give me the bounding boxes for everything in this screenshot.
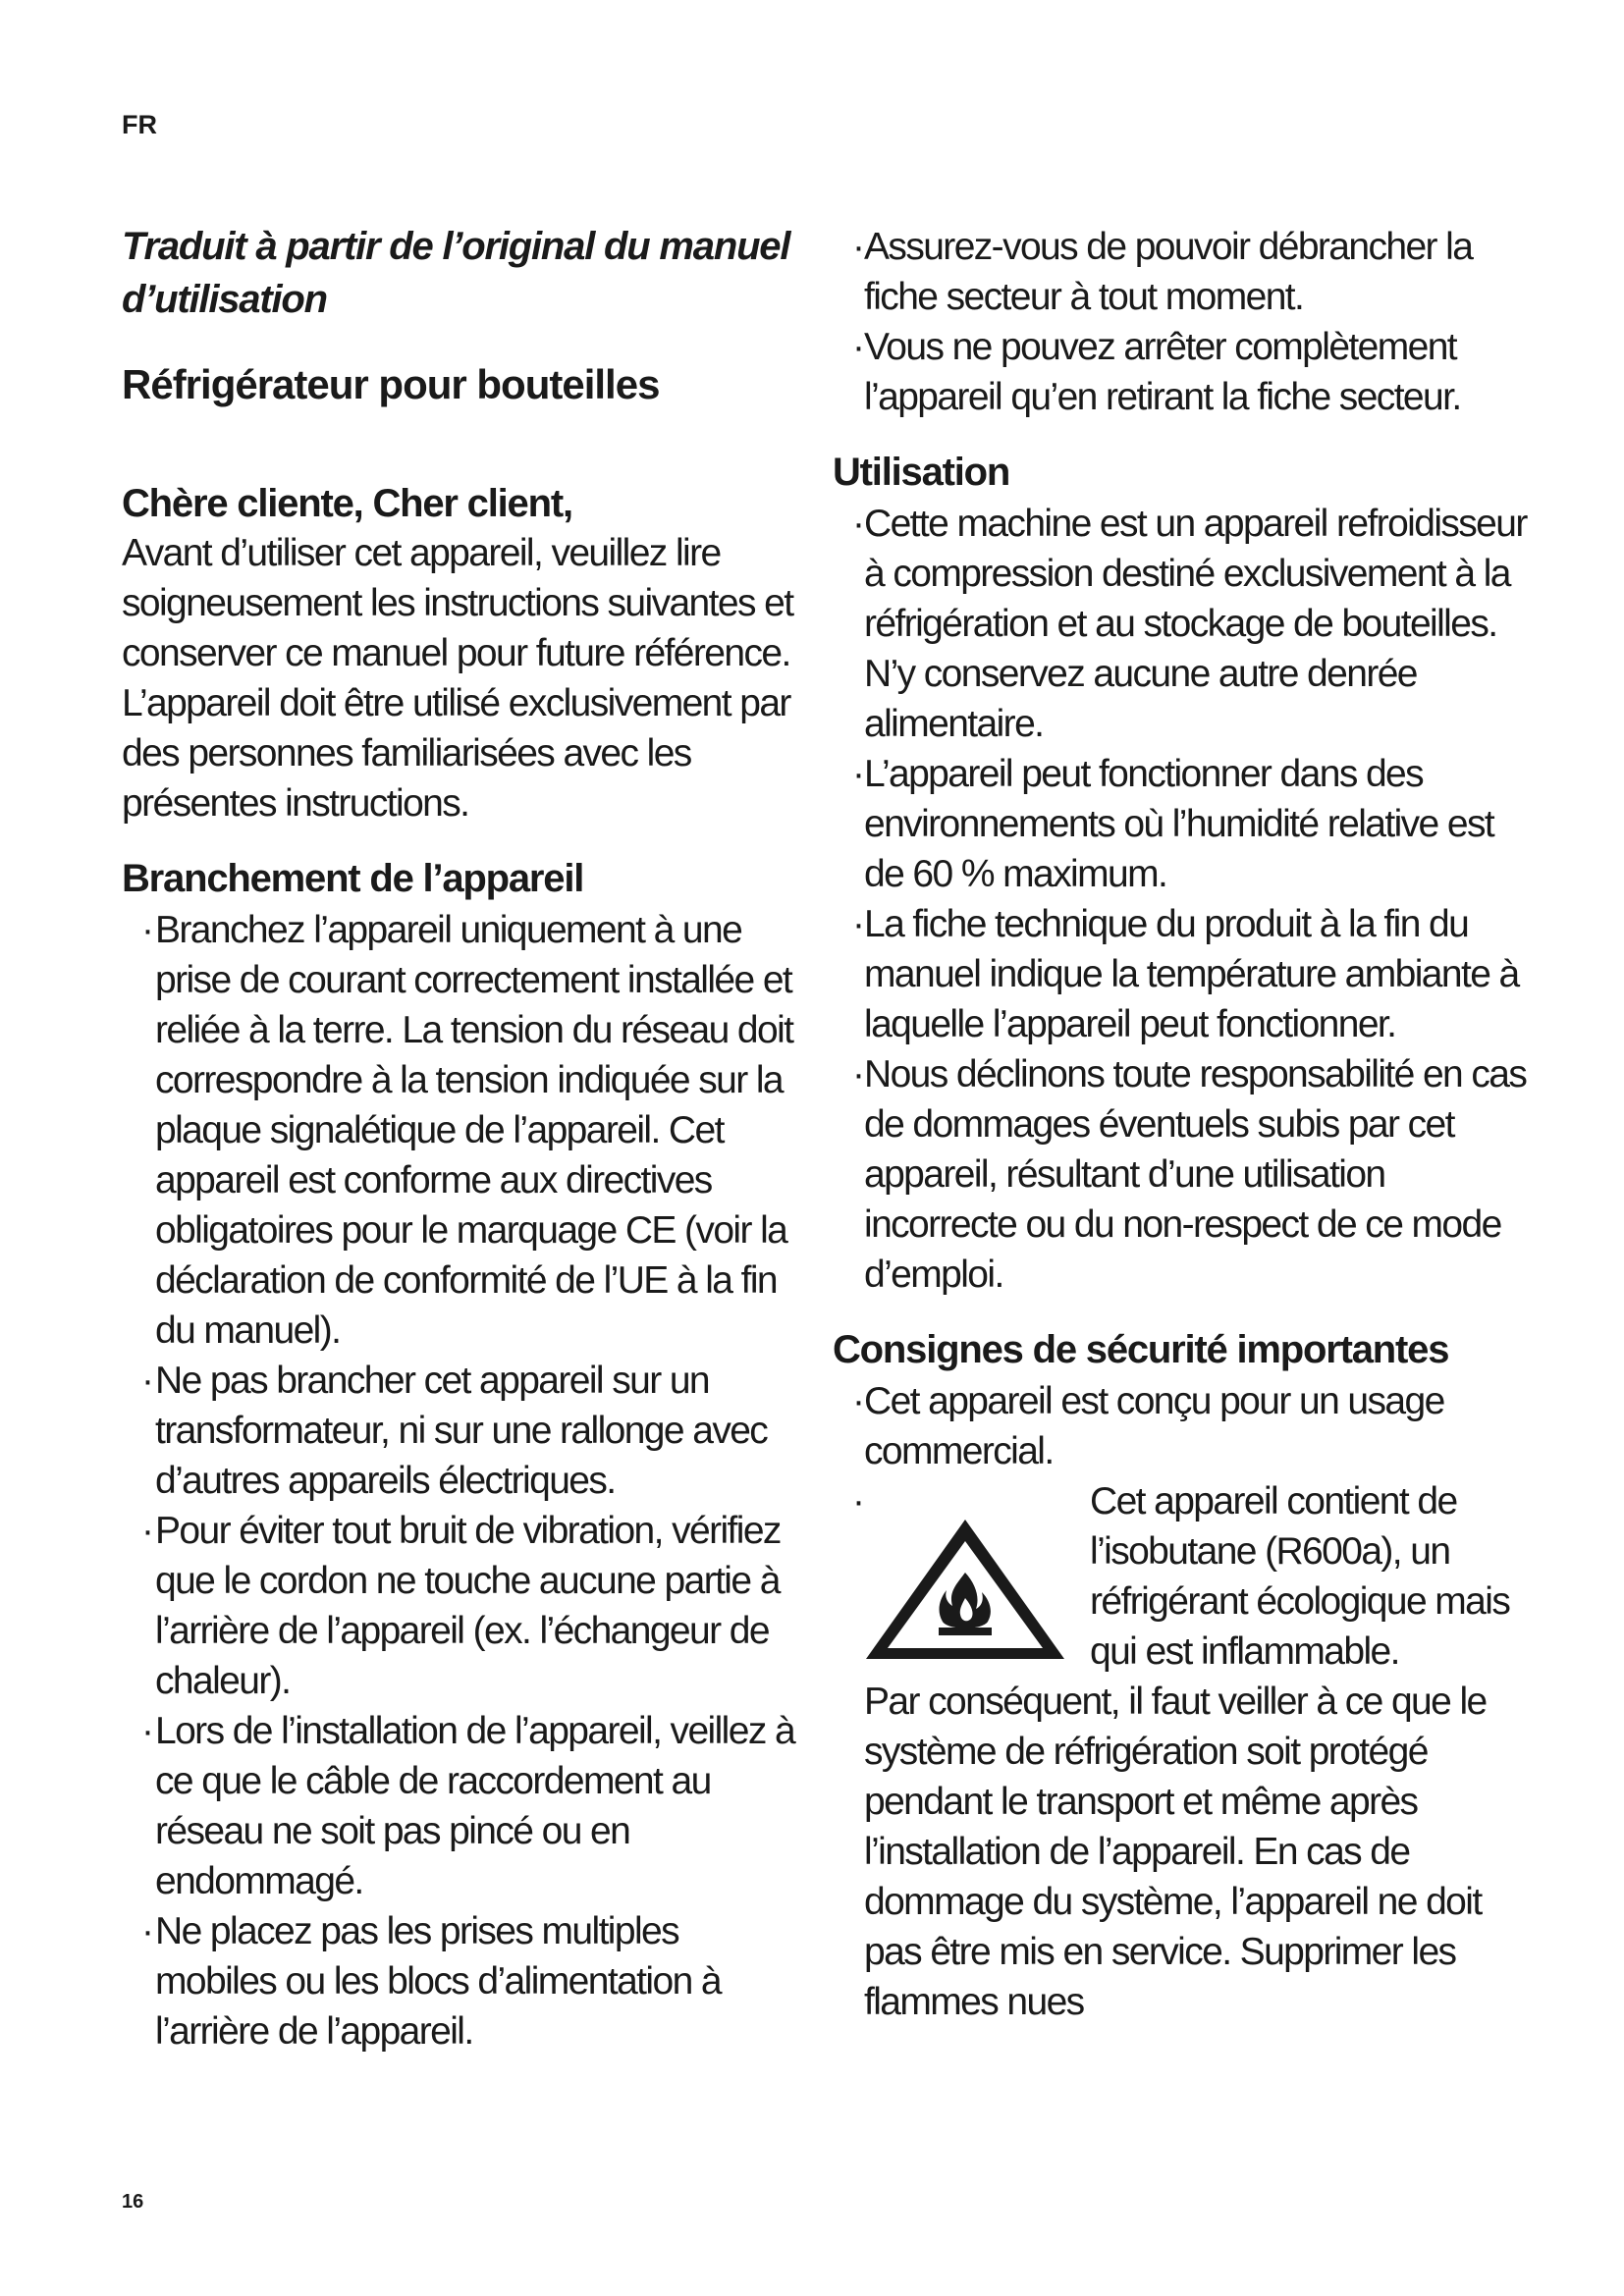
list-item: · Lors de l’installation de l’appareil, veillez à ce que le câble de raccordement au réseau ne soit pas pincé ou en endommagé.: [122, 1706, 799, 1906]
warning-block: [864, 1476, 1530, 1677]
bullet-icon: ·: [852, 753, 864, 795]
list-item: · Ne pas brancher cet appareil sur un transformateur, ni sur une rallonge avec d’autres appareils électriques.: [122, 1356, 799, 1506]
continued-list: [833, 222, 1530, 422]
bullet-icon: ·: [852, 1480, 864, 1522]
bullet-icon: ·: [852, 903, 864, 945]
bullet-icon: ·: [852, 503, 864, 545]
safety-list: [833, 1376, 1530, 1677]
usage-heading: Utilisation: [833, 451, 1010, 494]
safety-continuation: Par conséquent, il faut veiller à ce que le système de réfrigération soit protégé pendant le transport et même après l’installation de l’appareil. En cas de dommage du système, l’appareil ne doit pas être mis en service. Supprimer les flammes nues: [864, 1681, 1487, 2023]
connection-list: [122, 905, 799, 2056]
right-column: [833, 222, 1530, 2027]
language-label: FR: [122, 110, 157, 139]
greeting: Chère cliente, Cher client,: [122, 482, 572, 525]
flammable-warning-icon: [862, 1516, 1068, 1663]
list-item: · Cette machine est un appareil refroidisseur à compression destiné exclusivement à la réfrigération et au stockage de bouteilles. N’y conservez aucune autre denrée alimentaire.: [833, 499, 1530, 749]
bullet-icon: ·: [141, 909, 153, 951]
bullet-icon: ·: [852, 226, 864, 268]
list-item: · Pour éviter tout bruit de vibration, vérifiez que le cordon ne touche aucune partie à l’arrière de l’appareil (ex. l’échangeur de chaleur).: [122, 1506, 799, 1706]
usage-list: [833, 499, 1530, 1300]
page-number: 16: [122, 2191, 144, 2213]
list-item: · L’appareil peut fonctionner dans des environnements où l’humidité relative est de 60 % maximum.: [833, 749, 1530, 899]
product-title: Réfrigérateur pour bouteilles: [122, 361, 660, 407]
list-item: · Branchez l’appareil uniquement à une prise de courant correctement installée et reliée à la terre. La tension du réseau doit correspondre à la tension indiquée sur la plaque signalétique de l’appareil. Cet appareil est conforme aux directives obligatoires pour le marquage CE (voir la déclaration de conformité de l’UE à la fin du manuel).: [122, 905, 799, 1356]
connection-heading: Branchement de l’appareil: [122, 857, 584, 900]
bullet-icon: ·: [852, 1380, 864, 1422]
bullet-icon: ·: [141, 1910, 153, 1952]
safety-heading: Consignes de sécurité importantes: [833, 1328, 1449, 1371]
list-item: · Assurez-vous de pouvoir débrancher la fiche secteur à tout moment.: [833, 222, 1530, 322]
warning-text: Cet appareil contient de l’isobutane (R600a), un réfrigérant écologique mais qui est inflammable.: [1090, 1480, 1510, 1673]
list-item: · La fiche technique du produit à la fin du manuel indique la température ambiante à laquelle l’appareil peut fonctionner.: [833, 899, 1530, 1049]
list-item: · Ne placez pas les prises multiples mobiles ou les blocs d’alimentation à l’arrière de l’appareil.: [122, 1906, 799, 2056]
list-item: [833, 1476, 1530, 1677]
intro-paragraph: Avant d’utiliser cet appareil, veuillez lire soigneusement les instructions suivantes et conserver ce manuel pour future référence. L’appareil doit être utilisé exclusivement par des personnes familiarisées avec les présentes instructions.: [122, 532, 793, 825]
list-item: · Cet appareil est conçu pour un usage commercial.: [833, 1376, 1530, 1476]
bullet-icon: ·: [852, 1053, 864, 1095]
bullet-icon: ·: [852, 326, 864, 368]
bullet-icon: ·: [141, 1510, 153, 1552]
document-title: Traduit à partir de l’original du manuel d’utilisation: [122, 225, 790, 321]
left-column: [122, 220, 799, 2056]
bullet-icon: ·: [141, 1360, 153, 1402]
bullet-icon: ·: [141, 1710, 153, 1752]
list-item: · Vous ne pouvez arrêter complètement l’appareil qu’en retirant la fiche secteur.: [833, 322, 1530, 422]
list-item: · Nous déclinons toute responsabilité en cas de dommages éventuels subis par cet appareil, résultant d’une utilisation incorrecte ou du non-respect de ce mode d’emploi.: [833, 1049, 1530, 1300]
